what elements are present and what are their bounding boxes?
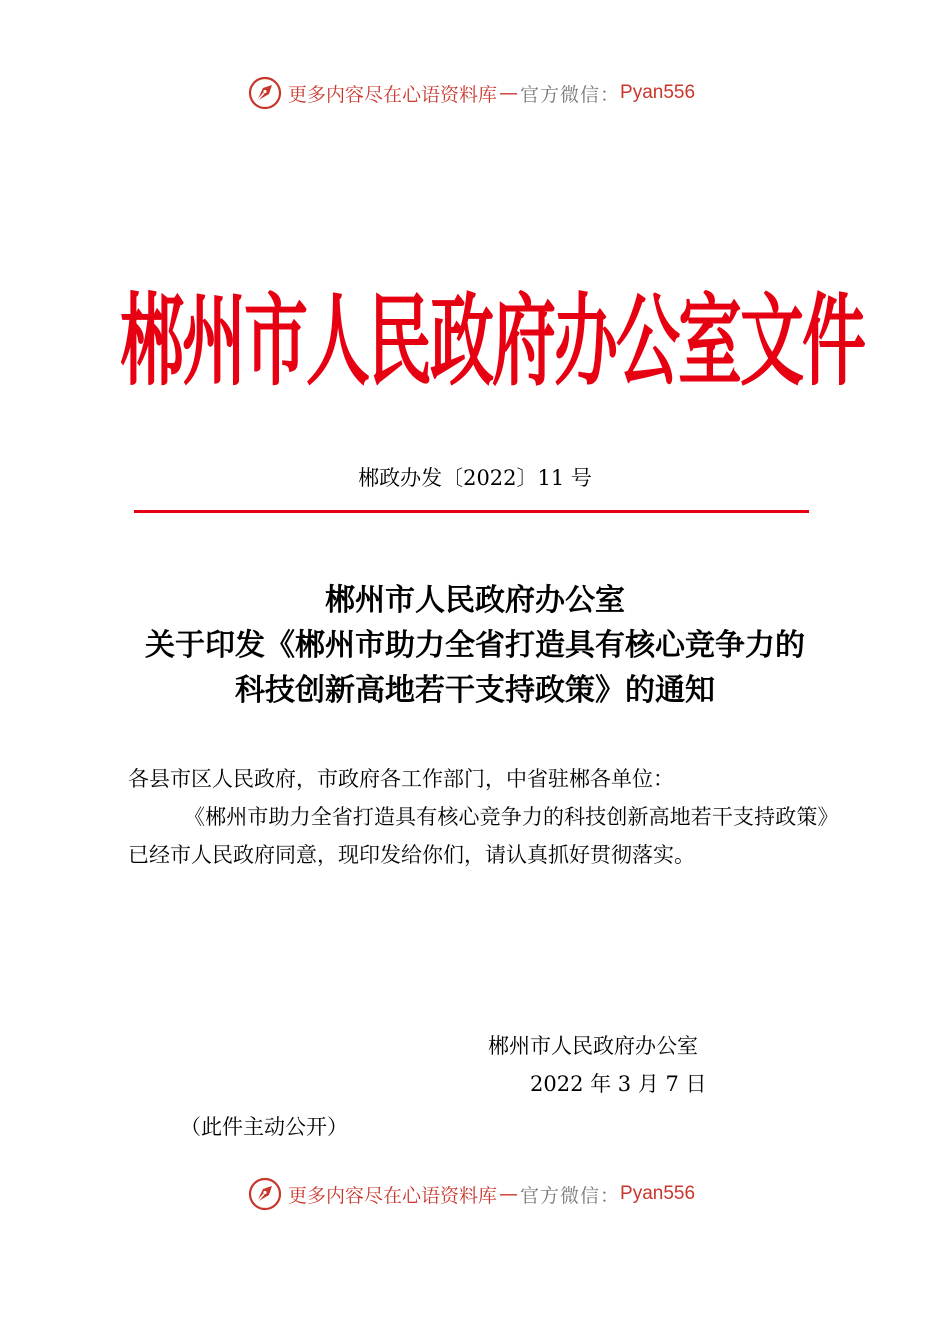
watermark-wechat-id: Pyan556 [620,82,696,103]
document-header-title: 郴州市人民政府办公室文件 [120,285,864,401]
watermark-red-text: 更多内容尽在心语资料库 [288,1184,498,1207]
public-disclosure-note: （此件主动公开） [180,1115,348,1139]
title-line-3: 科技创新高地若干支持政策》的通知 [235,673,715,708]
watermark-banner-bottom [248,1177,728,1211]
title-line-2: 关于印发《郴州市助力全省打造具有核心竞争力的 [145,628,805,663]
pen-nib-circle-icon [248,76,282,110]
watermark-red-text: 更多内容尽在心语资料库 [288,83,498,106]
watermark-banner-top [248,76,728,110]
title-line-1: 郴州市人民政府办公室 [325,583,625,618]
salutation: 各县市区人民政府，市政府各工作部门，中省驻郴各单位： [128,767,674,791]
watermark-dash: — [499,82,519,104]
document-title [110,578,840,713]
document-number: 郴政办发〔2022〕11 号 [358,466,592,490]
body-paragraph: 《郴州市助力全省打造具有核心竞争力的科技创新高地若干支持政策》已经市人民政府同意，现印发给你们，请认真抓好贯彻落实。 [128,805,828,867]
watermark-gray-text: 官方微信： [520,83,621,106]
watermark-gray-text: 官方微信： [520,1184,621,1207]
red-divider-line [134,510,809,513]
pen-nib-circle-icon [248,1177,282,1211]
watermark-dash: — [499,1183,519,1205]
watermark-wechat-id: Pyan556 [620,1183,696,1204]
signature-date: 2022 年 3 月 7 日 [530,1072,707,1096]
signature-organization: 郴州市人民政府办公室 [488,1034,698,1058]
